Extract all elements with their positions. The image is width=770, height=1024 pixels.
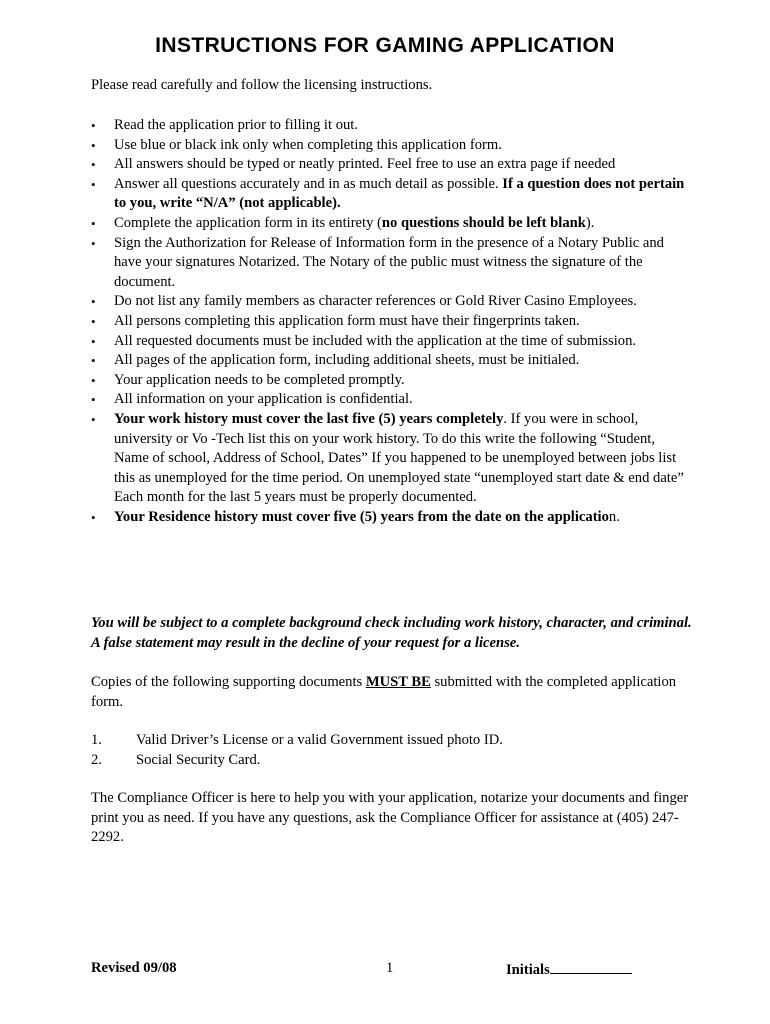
- instruction-item: • All persons completing this application form must have their fingerprints taken.: [91, 312, 691, 332]
- compliance-officer-note: The Compliance Officer is here to help you with your application, notarize your documents and finger print you as need. If you have any questions, ask the Compliance Officer for assistance at (405) 247-2292.: [91, 790, 689, 846]
- bullet-icon: •: [91, 176, 96, 192]
- instruction-item: • Complete the application form in its entirety (no questions should be left blank).: [91, 214, 691, 234]
- bullet-icon: •: [91, 333, 96, 349]
- must-be-emphasis: MUST BE: [365, 674, 431, 690]
- intro-text: Please read carefully and follow the licensing instructions.: [91, 77, 433, 93]
- page-number: 1: [386, 960, 394, 976]
- bullet-icon: •: [91, 372, 96, 388]
- required-document-item: 1. Valid Driver’s License or a valid Government issued photo ID.: [91, 731, 691, 751]
- initials-field: [506, 959, 632, 981]
- bullet-icon: •: [91, 137, 96, 153]
- instruction-item: • All pages of the application form, including additional sheets, must be initialed.: [91, 351, 691, 371]
- instructions-list: [91, 116, 691, 527]
- instruction-item: • All requested documents must be included with the application at the time of submission.: [91, 332, 691, 352]
- bullet-icon: •: [91, 353, 96, 369]
- bullet-icon: •: [91, 215, 96, 231]
- supporting-documents-note: Copies of the following supporting documents MUST BE submitted with the completed application form.: [91, 674, 677, 710]
- bullet-icon: •: [91, 235, 96, 251]
- item-number: 2.: [91, 751, 102, 768]
- page-title: INSTRUCTIONS FOR GAMING APPLICATION: [155, 34, 615, 57]
- instruction-item: • All answers should be typed or neatly printed. Feel free to use an extra page if needed: [91, 155, 691, 175]
- instruction-item: • Your application needs to be completed promptly.: [91, 371, 691, 391]
- item-number: 1.: [91, 732, 102, 748]
- revision-date: Revised 09/08: [91, 960, 177, 976]
- background-check-warning: You will be subject to a complete background check including work history, character, and criminal. A false statement may result in the decline of your request for a license.: [91, 615, 692, 651]
- required-documents-list: [91, 731, 691, 770]
- instruction-item: • Sign the Authorization for Release of Information form in the presence of a Notary Public and have your signatures Notarized. The Notary of the public must witness the signature of the document.: [91, 234, 664, 290]
- bullet-icon: •: [91, 294, 96, 310]
- instruction-item: • Use blue or black ink only when completing this application form.: [91, 136, 691, 156]
- instruction-item: • Your Residence history must cover five (5) years from the date on the application.: [91, 508, 691, 528]
- instruction-item: • Answer all questions accurately and in as much detail as possible. If a question does not pertain to you, write “N/A” (not applicable).: [91, 175, 685, 212]
- required-document-item: 2. Social Security Card.: [91, 751, 691, 771]
- bullet-icon: •: [91, 157, 96, 173]
- instruction-item: • Do not list any family members as character references or Gold River Casino Employees.: [91, 292, 691, 312]
- instruction-item: • All information on your application is confidential.: [91, 390, 691, 410]
- bullet-icon: •: [91, 392, 96, 408]
- bullet-icon: •: [91, 118, 96, 133]
- instruction-item: • Read the application prior to filling it out.: [91, 116, 691, 136]
- initials-blank-line: [550, 959, 632, 974]
- initials-label: Initials: [506, 962, 550, 978]
- bullet-icon: •: [91, 411, 96, 427]
- bullet-icon: •: [91, 313, 96, 329]
- instruction-item: • Your work history must cover the last five (5) years completely. If you were in school, university or Vo -Tech list this on your work history. To do this write the following “Student, Name of school, Address of School, Dates” If you happened to be unemployed between jobs list this as unemployed for the time period. On unemployed state “unemployed start date & end date” Each month for the last 5 years must be properly documented.: [91, 410, 684, 506]
- bullet-icon: •: [91, 509, 96, 525]
